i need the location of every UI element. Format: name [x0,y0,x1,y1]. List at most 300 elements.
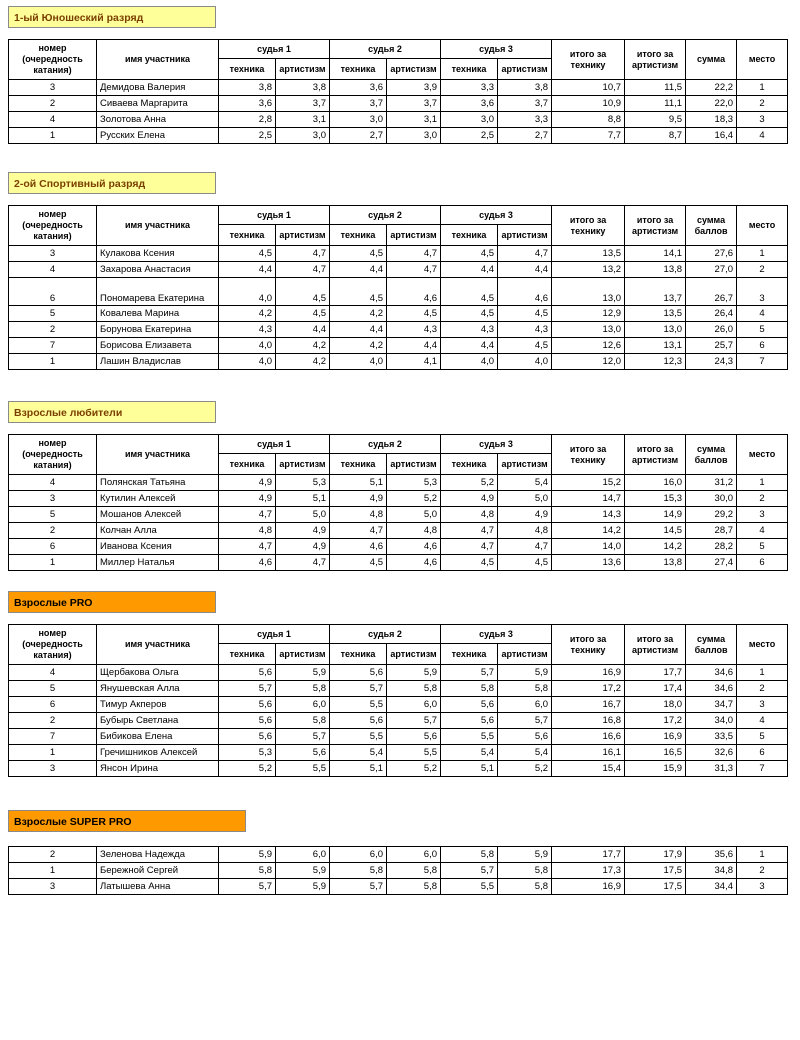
judge1-artistry: 3,8 [276,80,330,96]
judge3-artistry: 5,4 [498,475,552,491]
total-score: 26,0 [686,322,737,338]
judge1-artistry: 6,0 [276,697,330,713]
place: 7 [737,354,788,370]
judge2-artistry: 4,6 [387,539,441,555]
judge3-technique: 4,5 [441,278,498,306]
total-technique: 14,0 [552,539,625,555]
judge3-technique: 4,0 [441,354,498,370]
total-technique: 17,7 [552,847,625,863]
total-technique: 13,0 [552,322,625,338]
judge2-technique: 4,9 [330,491,387,507]
judge1-technique: 4,0 [219,354,276,370]
place: 1 [737,665,788,681]
header-artistry: артистизм [387,225,441,246]
total-score: 32,6 [686,745,737,761]
judge3-artistry: 5,8 [498,879,552,895]
judge1-technique: 4,6 [219,555,276,571]
judge3-technique: 5,6 [441,697,498,713]
header-judge-2: судья 2 [330,40,441,59]
judge2-artistry: 5,3 [387,475,441,491]
header-participant-name: имя участника [97,40,219,80]
judge2-artistry: 3,0 [387,128,441,144]
total-score: 22,2 [686,80,737,96]
judge3-technique: 5,5 [441,729,498,745]
judge1-technique: 5,9 [219,847,276,863]
judge3-technique: 5,2 [441,475,498,491]
judge3-technique: 4,4 [441,262,498,278]
header-place: место [737,625,788,665]
total-score: 34,0 [686,713,737,729]
judge2-artistry: 3,7 [387,96,441,112]
header-place: место [737,40,788,80]
header-order-number: номер (очередность катания) [9,435,97,475]
participant-name: Захарова Анастасия [97,262,219,278]
total-artistry: 15,9 [625,761,686,777]
total-technique: 12,6 [552,338,625,354]
judge3-technique: 5,7 [441,665,498,681]
total-artistry: 13,0 [625,322,686,338]
total-technique: 14,3 [552,507,625,523]
section-title: 2-ой Спортивный разряд [8,172,216,194]
total-score: 31,3 [686,761,737,777]
judge1-technique: 4,9 [219,475,276,491]
order-number: 4 [9,665,97,681]
judge2-technique: 4,7 [330,523,387,539]
judge1-artistry: 4,2 [276,354,330,370]
judge3-artistry: 5,9 [498,665,552,681]
total-artistry: 11,5 [625,80,686,96]
total-artistry: 17,7 [625,665,686,681]
judge1-technique: 4,4 [219,262,276,278]
header-judge-3: судья 3 [441,206,552,225]
header-total-artistry: итого за артистизм [625,625,686,665]
participant-name: Лашин Владислав [97,354,219,370]
judge1-technique: 5,6 [219,713,276,729]
header-row [9,206,788,225]
table-row [9,713,788,729]
judge2-technique: 2,7 [330,128,387,144]
judge3-technique: 4,5 [441,246,498,262]
judge1-artistry: 5,5 [276,761,330,777]
judge2-artistry: 5,8 [387,863,441,879]
table-row [9,745,788,761]
judge2-artistry: 6,0 [387,847,441,863]
judge1-technique: 5,6 [219,697,276,713]
header-order-number: номер (очередность катания) [9,625,97,665]
order-number: 6 [9,697,97,713]
total-technique: 16,6 [552,729,625,745]
place: 1 [737,246,788,262]
judge2-technique: 4,5 [330,278,387,306]
table-row [9,729,788,745]
total-artistry: 12,3 [625,354,686,370]
judge1-artistry: 5,8 [276,713,330,729]
total-score: 28,7 [686,523,737,539]
order-number: 1 [9,128,97,144]
header-row [9,435,788,454]
total-artistry: 14,9 [625,507,686,523]
table-row [9,863,788,879]
order-number: 4 [9,112,97,128]
participant-name: Зеленова Надежда [97,847,219,863]
total-technique: 7,7 [552,128,625,144]
judge3-artistry: 4,8 [498,523,552,539]
judge2-artistry: 4,8 [387,523,441,539]
header-judge-3: судья 3 [441,625,552,644]
total-technique: 16,9 [552,665,625,681]
header-total-technique: итого за технику [552,40,625,80]
order-number: 2 [9,847,97,863]
judge3-artistry: 4,0 [498,354,552,370]
participant-name: Сиваева Маргарита [97,96,219,112]
results-table [8,205,788,370]
header-technique: техника [441,454,498,475]
total-technique: 15,2 [552,475,625,491]
judge1-technique: 4,0 [219,338,276,354]
total-technique: 17,3 [552,863,625,879]
judge3-artistry: 4,6 [498,278,552,306]
order-number: 2 [9,322,97,338]
results-table [8,846,788,895]
judge1-artistry: 4,9 [276,523,330,539]
judge3-technique: 4,7 [441,539,498,555]
judge3-artistry: 3,8 [498,80,552,96]
table-row [9,322,788,338]
header-technique: техника [219,59,276,80]
total-artistry: 9,5 [625,112,686,128]
judge2-artistry: 5,0 [387,507,441,523]
judge1-technique: 3,8 [219,80,276,96]
judge1-artistry: 4,7 [276,246,330,262]
judge3-technique: 4,4 [441,338,498,354]
place: 3 [737,112,788,128]
results-section [8,810,790,1040]
judge1-technique: 4,2 [219,306,276,322]
judge2-artistry: 5,2 [387,761,441,777]
total-artistry: 15,3 [625,491,686,507]
order-number: 1 [9,863,97,879]
participant-name: Кулакова Ксения [97,246,219,262]
header-place: место [737,206,788,246]
header-artistry: артистизм [498,59,552,80]
judge2-artistry: 4,7 [387,246,441,262]
total-score: 27,0 [686,262,737,278]
total-artistry: 16,9 [625,729,686,745]
judge2-technique: 5,6 [330,665,387,681]
header-row [9,40,788,59]
header-total-artistry: итого за артистизм [625,40,686,80]
header-artistry: артистизм [387,454,441,475]
participant-name: Полянская Татьяна [97,475,219,491]
participant-name: Бибикова Елена [97,729,219,745]
judge1-technique: 2,8 [219,112,276,128]
judge2-technique: 5,4 [330,745,387,761]
place: 2 [737,863,788,879]
order-number: 6 [9,539,97,555]
judge3-technique: 4,9 [441,491,498,507]
judge3-artistry: 3,3 [498,112,552,128]
judge1-artistry: 5,0 [276,507,330,523]
participant-name: Мошанов Алексей [97,507,219,523]
judge2-artistry: 3,1 [387,112,441,128]
header-total-technique: итого за технику [552,435,625,475]
total-artistry: 14,1 [625,246,686,262]
total-technique: 16,8 [552,713,625,729]
judge1-artistry: 4,9 [276,539,330,555]
participant-name: Золотова Анна [97,112,219,128]
judge3-technique: 5,4 [441,745,498,761]
total-artistry: 17,9 [625,847,686,863]
table-row [9,80,788,96]
total-score: 22,0 [686,96,737,112]
judge2-technique: 4,4 [330,322,387,338]
participant-name: Щербакова Ольга [97,665,219,681]
header-total-technique: итого за технику [552,625,625,665]
order-number: 2 [9,713,97,729]
judge1-artistry: 4,7 [276,262,330,278]
results-table [8,624,788,777]
judge1-artistry: 6,0 [276,847,330,863]
judge1-artistry: 5,9 [276,863,330,879]
header-technique: техника [219,454,276,475]
participant-name: Латышева Анна [97,879,219,895]
judge1-technique: 2,5 [219,128,276,144]
header-artistry: артистизм [387,59,441,80]
place: 4 [737,306,788,322]
judge2-technique: 4,5 [330,246,387,262]
total-artistry: 13,8 [625,555,686,571]
table-row [9,246,788,262]
total-artistry: 16,5 [625,745,686,761]
judge2-technique: 4,4 [330,262,387,278]
participant-name: Колчан Алла [97,523,219,539]
judge2-artistry: 5,8 [387,879,441,895]
participant-name: Пономарева Екатерина [97,278,219,306]
total-artistry: 17,5 [625,863,686,879]
judge3-technique: 5,8 [441,681,498,697]
header-technique: техника [330,225,387,246]
total-score: 29,2 [686,507,737,523]
order-number: 6 [9,278,97,306]
participant-name: Бережной Сергей [97,863,219,879]
judge3-artistry: 5,8 [498,681,552,697]
judge2-artistry: 4,5 [387,306,441,322]
table-row [9,507,788,523]
judge3-artistry: 2,7 [498,128,552,144]
table-row [9,354,788,370]
judge2-artistry: 4,4 [387,338,441,354]
participant-name: Кутилин Алексей [97,491,219,507]
judge2-artistry: 5,2 [387,491,441,507]
total-score: 34,6 [686,681,737,697]
judge1-artistry: 5,6 [276,745,330,761]
order-number: 3 [9,491,97,507]
header-technique: техника [219,225,276,246]
judge1-technique: 4,7 [219,507,276,523]
total-technique: 13,6 [552,555,625,571]
participant-name: Борунова Екатерина [97,322,219,338]
judge1-artistry: 3,1 [276,112,330,128]
header-artistry: артистизм [276,59,330,80]
judge1-technique: 5,2 [219,761,276,777]
participant-name: Ковалева Марина [97,306,219,322]
header-total-score: сумма баллов [686,435,737,475]
place: 4 [737,128,788,144]
section-title: Взрослые PRO [8,591,216,613]
order-number: 5 [9,306,97,322]
results-table [8,434,788,571]
header-total-score: сумма баллов [686,206,737,246]
judge1-technique: 4,8 [219,523,276,539]
total-technique: 13,5 [552,246,625,262]
section-title: 1-ый Юношеский разряд [8,6,216,28]
judge1-artistry: 4,4 [276,322,330,338]
judge2-artistry: 5,9 [387,665,441,681]
judge1-artistry: 4,7 [276,555,330,571]
judge1-artistry: 3,0 [276,128,330,144]
table-row [9,475,788,491]
judge3-technique: 3,3 [441,80,498,96]
place: 2 [737,681,788,697]
header-artistry: артистизм [498,225,552,246]
table-row [9,338,788,354]
place: 1 [737,847,788,863]
place: 5 [737,322,788,338]
total-score: 18,3 [686,112,737,128]
total-score: 33,5 [686,729,737,745]
total-score: 31,2 [686,475,737,491]
total-artistry: 16,0 [625,475,686,491]
judge2-technique: 5,6 [330,713,387,729]
judge1-artistry: 4,5 [276,278,330,306]
judge2-artistry: 3,9 [387,80,441,96]
judge2-artistry: 5,8 [387,681,441,697]
order-number: 2 [9,96,97,112]
judge1-technique: 4,3 [219,322,276,338]
order-number: 2 [9,523,97,539]
judge3-artistry: 3,7 [498,96,552,112]
total-artistry: 13,7 [625,278,686,306]
judge2-technique: 4,2 [330,306,387,322]
judge3-artistry: 5,2 [498,761,552,777]
judge3-artistry: 4,9 [498,507,552,523]
place: 3 [737,507,788,523]
judge2-technique: 4,0 [330,354,387,370]
total-score: 16,4 [686,128,737,144]
order-number: 7 [9,338,97,354]
total-artistry: 17,2 [625,713,686,729]
judge1-artistry: 5,9 [276,879,330,895]
order-number: 1 [9,555,97,571]
judge2-technique: 3,0 [330,112,387,128]
table-row [9,879,788,895]
place: 5 [737,539,788,555]
total-score: 34,6 [686,665,737,681]
judge1-artistry: 4,2 [276,338,330,354]
judge3-artistry: 4,7 [498,246,552,262]
place: 3 [737,879,788,895]
total-technique: 13,2 [552,262,625,278]
judge1-technique: 5,7 [219,681,276,697]
participant-name: Бубырь Светлана [97,713,219,729]
judge3-artistry: 4,5 [498,306,552,322]
total-technique: 15,4 [552,761,625,777]
header-technique: техника [219,644,276,665]
place: 1 [737,475,788,491]
total-technique: 16,9 [552,879,625,895]
judge1-technique: 5,6 [219,729,276,745]
judge1-artistry: 5,3 [276,475,330,491]
judge2-artistry: 4,1 [387,354,441,370]
judge3-artistry: 4,7 [498,539,552,555]
header-judge-1: судья 1 [219,625,330,644]
header-total-score: сумма баллов [686,625,737,665]
total-technique: 16,1 [552,745,625,761]
header-technique: техника [330,59,387,80]
judge3-artistry: 5,6 [498,729,552,745]
order-number: 7 [9,729,97,745]
judge2-technique: 3,7 [330,96,387,112]
table-row [9,96,788,112]
table-row [9,847,788,863]
judge2-technique: 3,6 [330,80,387,96]
header-judge-3: судья 3 [441,435,552,454]
header-total-score: сумма [686,40,737,80]
judge1-artistry: 3,7 [276,96,330,112]
total-artistry: 13,1 [625,338,686,354]
judge2-technique: 5,7 [330,879,387,895]
place: 2 [737,262,788,278]
table-row [9,128,788,144]
judge2-technique: 5,1 [330,475,387,491]
total-technique: 10,9 [552,96,625,112]
total-artistry: 17,5 [625,879,686,895]
total-artistry: 14,2 [625,539,686,555]
order-number: 3 [9,879,97,895]
total-technique: 17,2 [552,681,625,697]
order-number: 5 [9,681,97,697]
judge3-technique: 5,6 [441,713,498,729]
participant-name: Иванова Ксения [97,539,219,555]
total-score: 26,4 [686,306,737,322]
judge3-technique: 4,5 [441,555,498,571]
judge2-artistry: 5,7 [387,713,441,729]
judge3-technique: 3,0 [441,112,498,128]
judge1-artistry: 4,5 [276,306,330,322]
judge3-technique: 4,7 [441,523,498,539]
header-total-artistry: итого за артистизм [625,435,686,475]
order-number: 3 [9,246,97,262]
total-technique: 10,7 [552,80,625,96]
header-judge-2: судья 2 [330,435,441,454]
participant-name: Миллер Наталья [97,555,219,571]
header-technique: техника [441,644,498,665]
total-score: 27,6 [686,246,737,262]
judge3-artistry: 4,5 [498,555,552,571]
order-number: 5 [9,507,97,523]
table-row [9,278,788,306]
judge1-technique: 4,9 [219,491,276,507]
total-artistry: 13,8 [625,262,686,278]
total-technique: 14,7 [552,491,625,507]
judge3-artistry: 4,4 [498,262,552,278]
total-artistry: 17,4 [625,681,686,697]
header-row [9,625,788,644]
judge2-technique: 4,6 [330,539,387,555]
total-score: 26,7 [686,278,737,306]
total-score: 28,2 [686,539,737,555]
participant-name: Янушевская Алла [97,681,219,697]
